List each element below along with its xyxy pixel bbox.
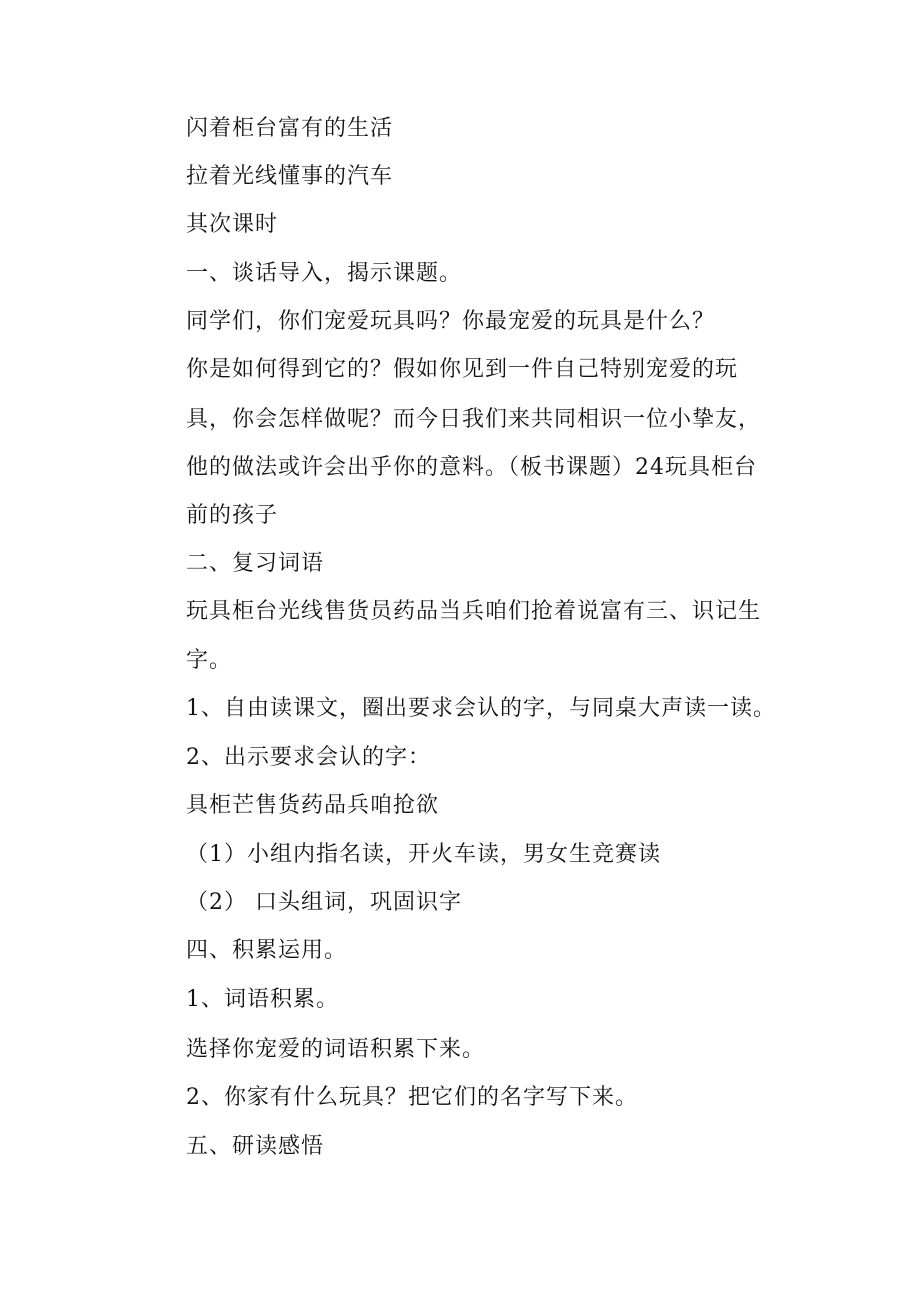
text-line: 前的孩子 bbox=[186, 503, 279, 528]
text-line: 2、你家有什么玩具？把它们的名字写下来。 bbox=[186, 1085, 638, 1110]
section-heading: 五、研读感悟 bbox=[186, 1134, 325, 1159]
section-heading: 二、复习词语 bbox=[186, 551, 325, 576]
text-line: 选择你宠爱的词语积累下来。 bbox=[186, 1037, 486, 1062]
text-line: 你是如何得到它的？假如你见到一件自己特别宠爱的玩 bbox=[186, 357, 739, 382]
text-line: 他的做法或许会出乎你的意料。（板书课题）24玩具柜台 bbox=[186, 455, 757, 480]
text-line: 同学们，你们宠爱玩具吗？你最宠爱的玩具是什么？ bbox=[186, 309, 716, 334]
text-line: 闪着柜台富有的生活 bbox=[186, 116, 394, 141]
text-line: 具，你会怎样做呢？而今日我们来共同相识一位小挚友， bbox=[186, 407, 762, 432]
text-line: 2、出示要求会认的字： bbox=[186, 745, 431, 770]
text-line: （1）小组内指名读，开火车读，男女生竞赛读 bbox=[186, 842, 661, 867]
text-line: 1、词语积累。 bbox=[186, 987, 339, 1012]
text-line: 字。 bbox=[186, 648, 233, 673]
text-line: 具柜芒售货药品兵咱抢欲 bbox=[186, 793, 440, 818]
text-line: 拉着光线懂事的汽车 bbox=[186, 164, 394, 189]
section-heading: 一、谈话导入，揭示课题。 bbox=[186, 261, 463, 286]
text-line: 1、自由读课文，圈出要求会认的字，与同桌大声读一读。 bbox=[186, 696, 776, 721]
section-heading: 其次课时 bbox=[186, 212, 279, 237]
text-line: 玩具柜台光线售货员药品当兵咱们抢着说富有三、识记生 bbox=[186, 599, 762, 624]
section-heading: 四、积累运用。 bbox=[186, 938, 348, 963]
text-line: （2） 口头组词，巩固识字 bbox=[186, 890, 462, 915]
